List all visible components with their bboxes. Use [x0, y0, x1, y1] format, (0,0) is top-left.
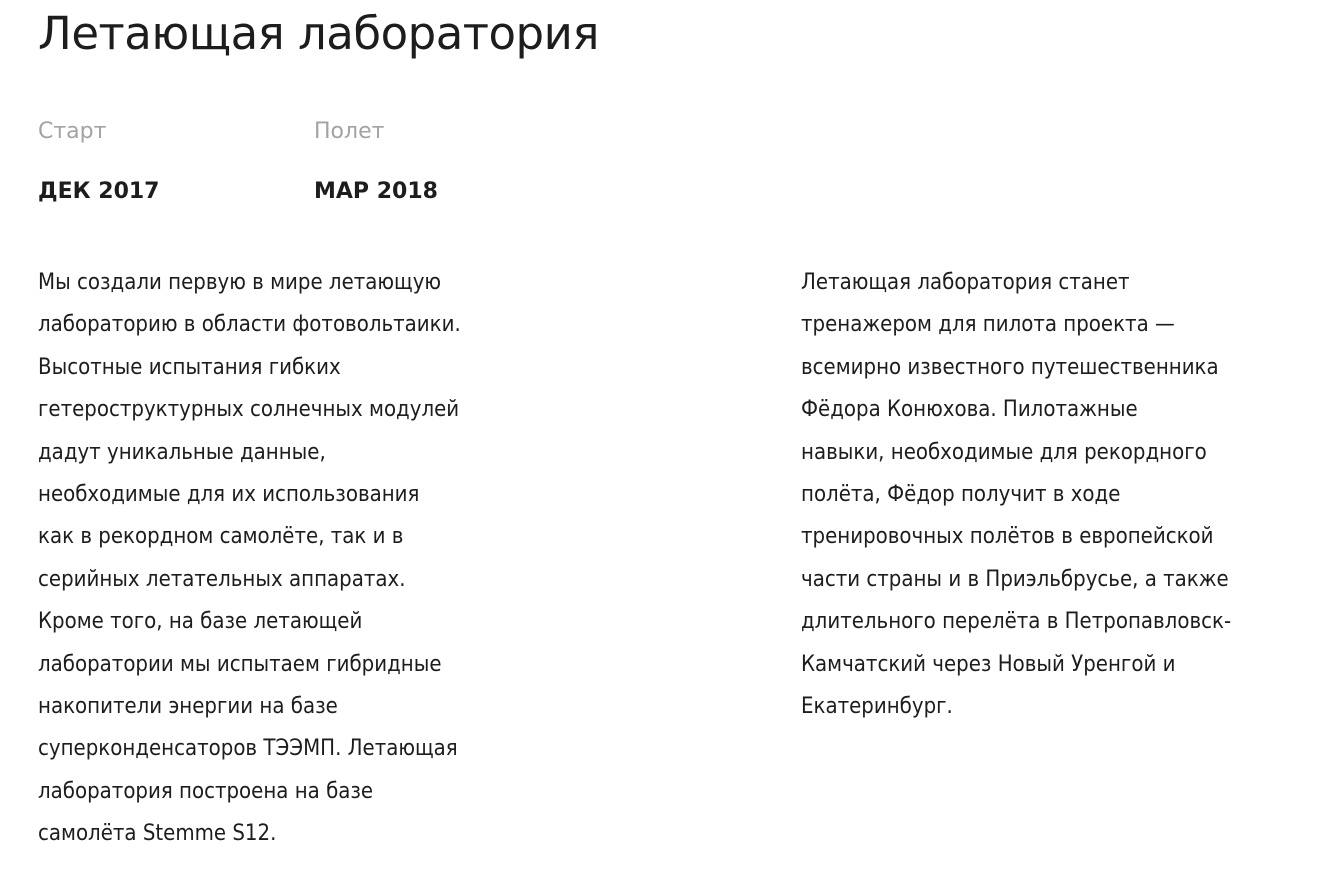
- description-line: длительного перелёта в Петропавловск-: [801, 609, 1232, 635]
- description-line: части страны и в Приэльбрусье, а также: [801, 566, 1229, 592]
- description-line: Мы создали первую в мире летающую: [38, 270, 442, 295]
- description-line: лаборатории мы испытаем гибридные: [38, 651, 442, 677]
- description-line: суперконденсаторов ТЭЭМП. Летающая: [38, 736, 458, 762]
- description-line: Фёдора Конюхова. Пилотажные: [801, 397, 1138, 423]
- description-line: Кроме того, на базе летающей: [38, 609, 363, 635]
- description-line: гетероструктурных солнечных модулей: [38, 397, 460, 423]
- description-line: лабораторию в области фотовольтаики.: [38, 312, 461, 338]
- description-line: лаборатория построена на базе: [38, 778, 374, 804]
- milestone-flight-label: Полет: [314, 119, 385, 144]
- milestone-start-date: ДЕК 2017: [38, 179, 160, 204]
- description-line: полёта, Фёдор получит в ходе: [801, 482, 1121, 508]
- description-line: тренажером для пилота проекта —: [801, 312, 1175, 338]
- description-line: самолёта Stemme S12.: [38, 821, 277, 847]
- description-line: тренировочных полётов в европейской: [801, 524, 1214, 550]
- description-line: Камчатский через Новый Уренгой и: [801, 651, 1176, 677]
- milestone-flight-date: МАР 2018: [314, 179, 438, 204]
- description-line: накопители энергии на базе: [38, 694, 338, 720]
- description-line: Летающая лаборатория станет: [801, 270, 1130, 295]
- milestone-flight: [314, 114, 438, 210]
- description-left-column: [38, 262, 558, 856]
- description-line: необходимые для их использования: [38, 482, 420, 508]
- milestone-start: [38, 114, 160, 210]
- description-line: всемирно известного путешественника: [801, 354, 1219, 380]
- milestone-start-label: Старт: [38, 119, 107, 144]
- description-line: Екатеринбург.: [801, 694, 953, 720]
- description-line: как в рекордном самолёте, так и в: [38, 524, 404, 550]
- description-line: серийных летательных аппаратах.: [38, 566, 406, 592]
- description-right-column: [801, 262, 1321, 728]
- description-line: Высотные испытания гибких: [38, 354, 341, 380]
- page-title: Летающая лаборатория: [38, 7, 599, 60]
- description-line: дадут уникальные данные,: [38, 439, 326, 465]
- description-line: навыки, необходимые для рекордного: [801, 439, 1207, 465]
